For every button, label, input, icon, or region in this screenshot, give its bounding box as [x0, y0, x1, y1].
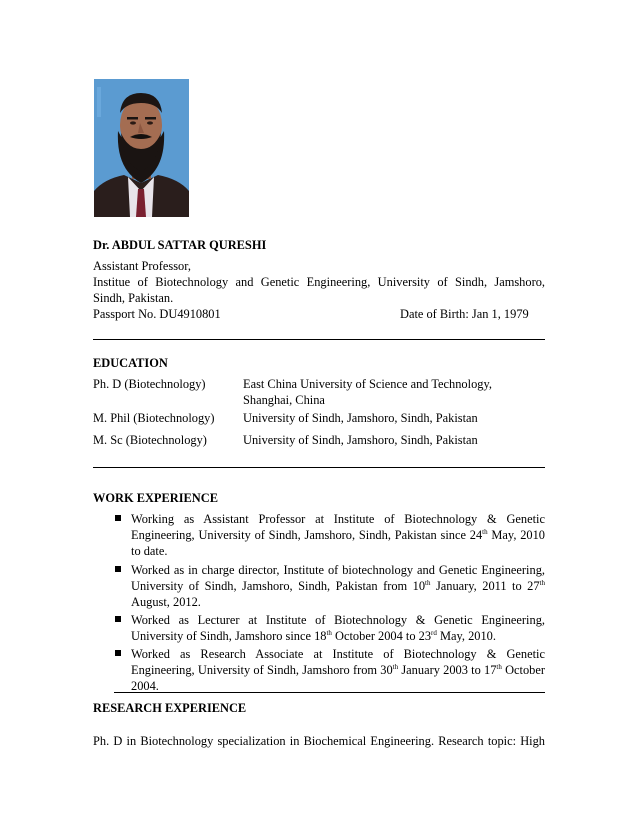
divider [93, 339, 545, 340]
research-experience-heading: RESEARCH EXPERIENCE [93, 701, 247, 715]
job-title: Assistant Professor, [93, 259, 191, 273]
work-item: Worked as in charge director, Institute of biotechnology and Genetic Engineering, University of Sindh, Jamshoro, Sindh, Pakistan from 10th January, 2011 to 27th August, 2012. [113, 562, 545, 618]
institution: University of Sindh, Jamshoro, Sindh, Pakistan [243, 433, 478, 447]
education-heading: EDUCATION [93, 356, 168, 370]
date-of-birth: Date of Birth: Jan 1, 1979 [400, 307, 529, 321]
research-text: Ph. D in Biotechnology specialization in Biochemical Engineering. Research topic: High [93, 734, 545, 748]
square-bullet-icon [115, 515, 121, 521]
work-item: Worked as Research Associate at Institute of Biotechnology & Genetic Engineering, University of Sindh, Jamshoro from 30th January 2003 to 17th October 2004. [113, 646, 545, 702]
portrait-image [94, 79, 189, 217]
square-bullet-icon [115, 566, 121, 572]
degree: M. Phil (Biotechnology) [93, 411, 215, 425]
passport-number: Passport No. DU4910801 [93, 307, 221, 321]
institute-line-2: Sindh, Pakistan. [93, 291, 174, 305]
institute-line-1: Institue of Biotechnology and Genetic Engineering, University of Sindh, Jamshoro, [93, 275, 545, 289]
degree: M. Sc (Biotechnology) [93, 433, 207, 447]
degree: Ph. D (Biotechnology) [93, 377, 206, 391]
square-bullet-icon [115, 616, 121, 622]
square-bullet-icon [115, 650, 121, 656]
work-item: Worked as Lecturer at Institute of Biotechnology & Genetic Engineering, University of Sindh, Jamshoro since 18th October 2004 to 23rd May, 2010. [113, 612, 545, 652]
passport-line [93, 306, 545, 322]
work-item: Working as Assistant Professor at Institute of Biotechnology & Genetic Engineering, University of Sindh, Jamshoro, Sindh, Pakistan since 24th May, 2010 to date. [113, 511, 545, 567]
divider [93, 467, 545, 468]
profile-photo [94, 79, 189, 217]
institution: East China University of Science and Technology, Shanghai, China [243, 377, 492, 407]
institution: University of Sindh, Jamshoro, Sindh, Pakistan [243, 411, 478, 425]
work-experience-heading: WORK EXPERIENCE [93, 491, 218, 505]
divider [114, 692, 545, 693]
candidate-name: Dr. ABDUL SATTAR QURESHI [93, 238, 267, 252]
